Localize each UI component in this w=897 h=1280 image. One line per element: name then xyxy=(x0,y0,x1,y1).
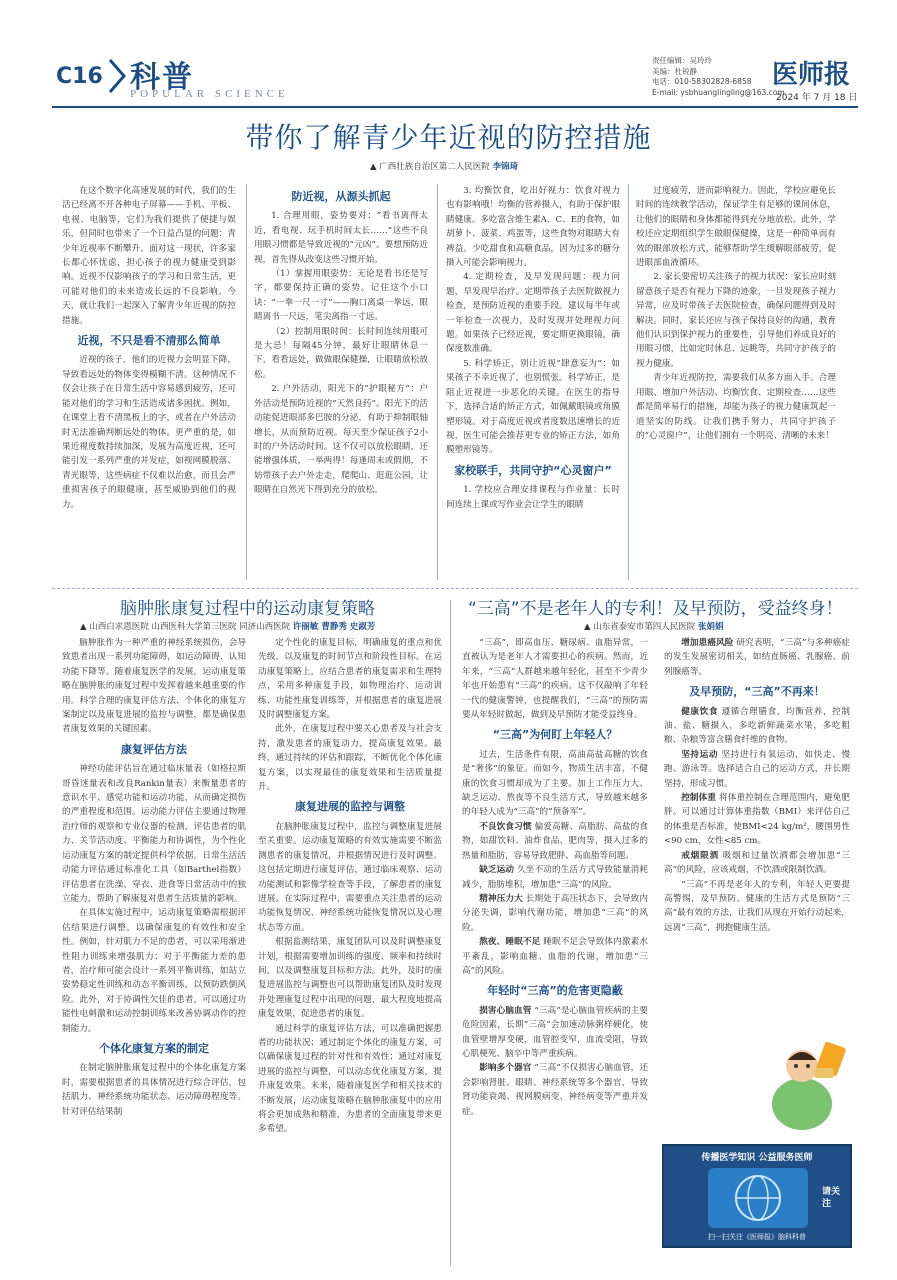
subheading: 个体化康复方案的制定 xyxy=(99,1041,209,1055)
phone-line: 电话：010-58302828-6858 xyxy=(652,77,752,86)
list-item-text: “三高”是心脑血管疾病的主要危险因素，长期“三高”会加速动脉粥样硬化，使血管壁增厚变硬，血管腔变窄，血流受阻，导致心肌梗死、脑卒中等严重疾病。 xyxy=(462,1005,648,1059)
paragraph: 2. 家长要密切关注孩子的视力状况：家长应时刻留意孩子是否有视力下降的迹象，一旦发现孩子视力异常，应及时带孩子去医院检查，确保问题得到及时解决。同时，家长还应与孩子保持良好的沟通，教育他们认识到保护视力的重要性，引导他们养成良好的用眼习惯，比如定时休息、远眺等，共同守护孩子的视力健康。 xyxy=(636,272,836,369)
list-item-text: 睡眠不足会导致体内激素水平紊乱，影响血糖、血脂的代谢，增加患“三高”的风险。 xyxy=(462,937,648,976)
editor-info xyxy=(652,56,785,98)
article2-column-2 xyxy=(258,636,442,1266)
article3-byline xyxy=(584,620,723,632)
list-item xyxy=(664,636,850,679)
list-item-text: 长期处于高压状态下，会导致内分泌失调，影响代谢功能，增加患“三高”的风险。 xyxy=(462,893,648,933)
section-subtitle: POPULAR SCIENCE xyxy=(130,88,289,100)
masthead-logo: 医师报 xyxy=(772,60,851,90)
section-title: 科普 xyxy=(130,60,194,95)
list-item-lead: 精神压力大 xyxy=(479,893,523,904)
paragraph: 近视的孩子，他们的近视力会明显下降，导致看远处的物体变得模糊不清。这种情况不仅会让孩子在日常生活中容易感到疲劳，还可能对他们的学习和生活造成诸多困扰。例如，在课堂上看不清黑板上的字，或者在户外活动时无法准确判断远处的物体。更严重的是，如果近视度数持续加深，发展为高度近视，还可能引发一系列严重的并发症，如视网膜脱落、青光眼等，这些病症不仅难以治愈，而且会严重损害孩子的眼健康，甚至威胁到他们的视力。 xyxy=(62,355,236,510)
paragraph: 4. 定期检查，及早发现问题：视力问题，早发现早治疗。定期带孩子去医院做视力检查，是预防近视的重要手段。建议每半年或一年检查一次视力，及时发现并处理视力问题。如果孩子已经近视，要定期更换眼镜，确保度数准确。 xyxy=(446,272,620,355)
paragraph: 5. 科学矫正，别让近视“肆意妄为”：如果孩子不幸近视了，也别慌张。科学矫正，是阻止近视进一步恶化的关键。在医生的指导下，选择合适的矫正方式，如佩戴眼镜或角膜塑形镜。对于高度近视或者度数迅速增长的近视，医生可能会推荐更专业的矫正方法，如角膜塑形镜等。 xyxy=(446,358,620,456)
subheading: 近视，不只是看不清那么简单 xyxy=(77,334,221,348)
column-divider xyxy=(246,184,247,580)
chevron-right-icon xyxy=(108,58,128,94)
article2-byline xyxy=(80,620,375,632)
paragraph: 在这个数字化高速发展的时代，我们的生活已经离不开各种电子屏幕——手机、平板、电视、电脑等，它们为我们提供了便捷与娱乐，但同时也带来了一个日益凸显的问题：青少年近视率不断攀升。面对这一现状，许多家长都心怀忧虑，担心孩子的视力健康受到影响。近视不仅影响孩子的学习和日常生活，更可能对他们的未来造成长远的不良影响。今天，就让我们一起深入了解青少年近视的防控措施。 xyxy=(62,186,236,326)
subheading: 家校联手，共同守护“心灵窗户” xyxy=(454,463,612,477)
paragraph: 在脑肿胀康复过程中，监控与调整康复进展至关重要。运动康复策略的有效实施需要不断监测患者的康复情况，并根据情况进行及时调整。这包括定期进行康复评估，通过临床观察、运动功能测试和影像学检查等手段，了解患者的康复进展。在实际过程中，需要重点关注患者的运动功能恢复情况、神经系统功能恢复情况以及心理状态等方面。 xyxy=(258,821,442,933)
list-item-lead: 坚持运动 xyxy=(681,749,719,760)
promo-banner-top: 传播医学知识 公益服务医师 xyxy=(701,1153,813,1163)
paragraph: （1）掌握用眼姿势：无论是看书还是写字，都要保持正确的姿势。记住这个小口诀：“一拳一尺一寸”——胸口离桌一拳远，眼睛离书一尺远，笔尖离指一寸远。 xyxy=(254,269,428,323)
article1-byline xyxy=(370,160,518,172)
paragraph: 在具体实施过程中，运动康复策略需根据评估结果进行调整，以确保康复的有效性和安全性。例如，针对肌力不足的患者，可以采用渐进性阻力训练来增强肌力；对于平衡能力差的患者，治疗师可能会设计一系列平衡训练，如站立姿势稳定性训练和动态平衡训练，以预防跌倒风险。此外，对于协调性欠佳的患者，可以通过功能性电刺激和运动控制训练来改善协调动作的控制能力。 xyxy=(62,908,246,1034)
paragraph: 青少年近视防控，需要我们从多方面入手。合理用眼、增加户外活动、均衡饮食、定期检查……这些都是简单易行的措施，却能为孩子的视力健康筑起一道坚实的防线。让我们携手努力，共同守护孩子的“心灵窗户”，让他们拥有一个明亮、清晰的未来！ xyxy=(636,373,836,441)
paragraph: 1. 学校应合理安排课程与作业量：长时间连续上课或写作业会让学生的眼睛 xyxy=(446,485,620,510)
paragraph: 神经功能评估旨在通过临床量表（如格拉斯哥昏迷量表和改良Rankin量表）来衡量患者的意识水平、感觉功能和运动功能，从而确定损伤的严重程度和范围。运动能力评估主要通过物理治疗师的观察和专业仪器的检测，评估患者的肌力、关节活动度、平衡能力和协调性，为个性化运动康复方案的制定提供科学依据。日常生活活动能力评估通过标准化工具（如Barthel指数）评估患者在洗澡、穿衣、进食等日常活动中的独立能力，帮助了解康复对患者生活质量的影响。 xyxy=(62,764,246,904)
article1-title: 带你了解青少年近视的防控措施 xyxy=(245,121,652,154)
list-item-lead: 健康饮食 xyxy=(681,706,719,717)
paragraph: 过去，生活条件有限，高油高盐高糖的饮食是“奢侈”的象征。而如今，物质生活丰富，不健康的饮食习惯却成为了主要。加上工作压力大、缺乏运动、熬夜等不良生活方式，导致越来越多的年轻人成为“三高”的“预备军”。 xyxy=(462,749,648,818)
email-line: E-mail: ysbhuanglingling@163.com xyxy=(652,87,785,97)
page-number: C16 xyxy=(56,64,103,89)
list-item-text: 坚持进行有氧运动，如快走、慢跑、游泳等。选择适合自己的运动方式，并长期坚持，形成习惯。 xyxy=(664,749,850,789)
paragraph: （2）控制用眼时间：长时间连续用眼可是大忌！每隔45分钟，最好让眼睛休息一下，看看远处，做做眼保健操，让眼睛放松放松。 xyxy=(254,326,428,380)
article1-column-2 xyxy=(254,184,428,584)
list-item xyxy=(664,849,850,878)
list-item-text: “三高”不仅损害心脑血管，还会影响肾脏、眼睛、神经系统等多个器官，导致肾功能衰竭、视网膜病变、神经病变等严重并发症。 xyxy=(462,1063,648,1117)
list-item-text: 吸烟和过量饮酒都会增加患“三高”的风险，应该戒烟，不饮酒或限制饮酒。 xyxy=(664,850,850,876)
list-item-lead: 熬夜、睡眠不足 xyxy=(479,937,541,948)
promo-banner-image xyxy=(708,1168,808,1228)
list-item xyxy=(462,1061,648,1119)
article1-column-1 xyxy=(62,184,236,584)
subheading: “三高”为何盯上年轻人？ xyxy=(492,728,618,742)
column-divider xyxy=(628,184,629,580)
article3-column-1 xyxy=(462,636,648,1266)
paragraph: 在制定脑肿胀康复过程中的个体化康复方案时，需要根据患者的具体情况进行综合评估，包括肌力、神经系统功能状态、运动障碍程度等。针对评估结果制 xyxy=(62,1063,246,1117)
promo-banner-side: 请关注 xyxy=(822,1187,841,1209)
subheading: 康复进展的监控与调整 xyxy=(295,800,405,814)
paragraph: 3. 均衡饮食，吃出好视力：饮食对视力也有影响哦！均衡的营养摄入，有助于保护眼睛健康。多吃富含维生素A、C、E的食物，如胡萝卜、菠菜、鸡蛋等，这些食物对眼睛大有裨益。少吃甜食和高糖食品，因为过多的糖分摄入可能会影响视力。 xyxy=(446,186,620,269)
paragraph: “三高”不再是老年人的专利，年轻人更要提高警惕，及早预防。健康的生活方式是预防“三高”最有效的方法，让我们从现在开始行动起来，远离“三高”，拥抱健康生活。 xyxy=(664,879,850,933)
list-item-text: 研究表明，“三高”与多种癌症的发生发展密切相关，如结直肠癌、乳腺癌、前列腺癌等。 xyxy=(664,638,850,677)
list-item xyxy=(462,935,648,978)
byline-org: ▲ 广西壮族自治区第二人民医院 xyxy=(370,162,490,172)
list-item xyxy=(664,748,850,791)
header-divider xyxy=(52,106,858,108)
list-item xyxy=(462,820,648,863)
list-item-lead: 不良饮食习惯 xyxy=(479,821,532,832)
byline-author: 李锦琦 xyxy=(492,162,518,172)
designer-line: 美编：杜锐静 xyxy=(652,66,697,76)
paragraph: 脑肿胀作为一种严重的神经系统损伤，会导致患者出现一系列功能障碍，如运动障碍、认知功能下降等。随着康复医学的发展，运动康复策略在脑肿胀的康复过程中发挥着越来越重要的作用。科学合理的康复评估方法、个体化的康复方案制定以及康复进展的监控与调整，都是确保患者康复效果的关键因素。 xyxy=(62,638,246,735)
article2-title: 脑肿胀康复过程中的运动康复策略 xyxy=(120,599,375,619)
list-item-text: 偏爱高糖、高脂肪、高盐的食物，如甜饮料、油炸食品、肥肉等，摄入过多的热量和脂肪，容易导致肥胖、高血脂等问题。 xyxy=(462,821,648,861)
list-item-lead: 影响多个器官 xyxy=(479,1063,532,1074)
list-item-lead: 缺乏运动 xyxy=(479,865,515,876)
paragraph: 1. 合理用眼，姿势要对：“看书离得太近，看电视、玩手机时间太长……”这些不良用眼习惯都是导致近视的“元凶”。要想预防近视，首先得从改变这些习惯开始。 xyxy=(254,211,428,265)
list-item xyxy=(462,1004,648,1062)
article3-title: “三高”不是老年人的专利！及早预防，受益终身！ xyxy=(468,599,843,619)
paragraph: 过度疲劳，进而影响视力。因此，学校应避免长时间的连续教学活动，保证学生有足够的课间休息，让他们的眼睛和身体都能得到充分地放松。此外，学校还应定期组织学生做眼保健操，这是一种简单而有效的眼部放松方式，能够帮助学生缓解眼部疲劳，促进眼部血液循环。 xyxy=(636,186,836,269)
list-item-lead: 控制体重 xyxy=(681,793,717,804)
article1-column-3 xyxy=(446,184,620,584)
paragraph: 根据监测结果，康复团队可以及时调整康复计划，根据需要增加训练的强度、频率和持续时间，以及调整康复目标和方法。此外，及时的康复进展监控与调整也可以帮助康复团队及时发现并处理康复过程中出现的问题，最大程度地提高康复效果，促进患者的康复。 xyxy=(258,937,442,1020)
article2-column-1 xyxy=(62,636,246,1266)
paragraph: 通过科学的康复评估方法，可以准确把握患者的功能状况；通过制定个体化的康复方案，可以确保康复过程的针对性和有效性；通过对康复进展的监控与调整，可以动态优化康复方案，提升康复效果。未来，随着康复医学和相关技术的不断发展，运动康复策略在脑肿胀康复中的应用将会更加成熟和精准，为患者的全面康复带来更多希望。 xyxy=(258,1023,442,1135)
paragraph: 定个性化的康复目标，明确康复的重点和优先级，以及康复的时间节点和阶段性目标。在运动康复策略上，应结合患者的康复需求和生理特点，采用多种康复手段，如物理治疗、运动训练、功能性康复训练等，并根据患者的康复进展及时调整康复方案。 xyxy=(258,638,442,721)
list-item-lead: 损害心脑血管 xyxy=(479,1005,532,1016)
promo-banner-bottom: 扫一扫关注《医师报》脑科科普 xyxy=(708,1233,806,1241)
subheading: 防近视，从源头抓起 xyxy=(291,190,391,203)
editor-line: 责任编辑：吴玲玲 xyxy=(652,56,712,65)
list-item-text: 遵循合理膳食，均衡营养，控制油、盐、糖摄入，多吃新鲜蔬菜水果，多吃粗粮、杂粮等富含膳食纤维的食物。 xyxy=(664,706,850,746)
article1-column-4 xyxy=(636,184,836,584)
person-illustration-icon xyxy=(754,1038,850,1134)
subheading: 及早预防，“三高”不再来！ xyxy=(689,685,825,699)
issue-date: 2024 年 7 月 18 日 xyxy=(776,93,858,103)
byline-org: ▲ 山东省泰安市第四人民医院 xyxy=(584,622,696,632)
column-divider xyxy=(450,600,451,1266)
subheading: 康复评估方法 xyxy=(121,742,187,756)
byline-author: 张娟娟 xyxy=(697,622,724,632)
column-divider xyxy=(437,184,438,580)
paragraph: “三高”，即高血压、糖尿病、血脂异常，一直被认为是老年人才需要担心的疾病。然而，近年来，“三高”人群越来越年轻化，甚至不少青少年也开始患有“三高”的疾病。这不仅敲响了年轻一代的健康警钟，也提醒我们，“三高”的预防需要从年轻时做起，做到及早预防才能受益终身。 xyxy=(462,638,648,721)
byline-org: ▲ 山西白求恩医院 山西医科大学第三医院 同济山西医院 xyxy=(80,622,291,632)
paragraph: 此外，在康复过程中要关心患者及与社会支持，激发患者的康复动力，提高康复效果。最终，通过持续的评估和跟踪，不断优化个体化康复方案，以实现最佳的康复效果和生活质量提升。 xyxy=(258,724,442,793)
list-item xyxy=(664,791,850,849)
page-header xyxy=(0,0,897,110)
article3-column-2 xyxy=(664,636,850,1036)
section-divider xyxy=(52,588,858,589)
paragraph: 2. 户外活动，阳光下的“护眼秘方”：户外活动是预防近视的“天然良药”。阳光下的活动能促进眼部多巴胺的分泌，有助于抑制眼轴增长，从而预防近视。每天至少保证孩子2小时的户外活动时间。这不仅可以放松眼睛，还能增强体质，一举两得！每逢周末或假期，不妨带孩子去户外走走，爬爬山、逛逛公园，让眼睛在自然光下得到充分的放松。 xyxy=(254,384,428,496)
byline-author: 许丽敏 曹静秀 史淑芳 xyxy=(292,622,376,632)
list-item-lead: 戒烟限酒 xyxy=(681,850,720,861)
list-item-text: 将体重控制在合理范围内，避免肥胖。可以通过计算体重指数（BMI）来评估自己的体重是否标准，使BMI<24 kg/m²，腰围男性<90 cm，女性<85 cm。 xyxy=(664,793,850,847)
list-item-lead: 增加患癌风险 xyxy=(681,638,734,648)
list-item-text: 久坐不动的生活方式导致能量消耗减少，脂肪堆积，增加患“三高”的风险。 xyxy=(462,865,648,890)
globe-icon xyxy=(708,1168,808,1228)
list-item xyxy=(462,892,648,935)
list-item xyxy=(664,705,850,748)
list-item xyxy=(462,863,648,892)
subheading: 年轻时“三高”的危害更隐蔽 xyxy=(487,984,623,998)
promo-banner xyxy=(662,1144,852,1248)
